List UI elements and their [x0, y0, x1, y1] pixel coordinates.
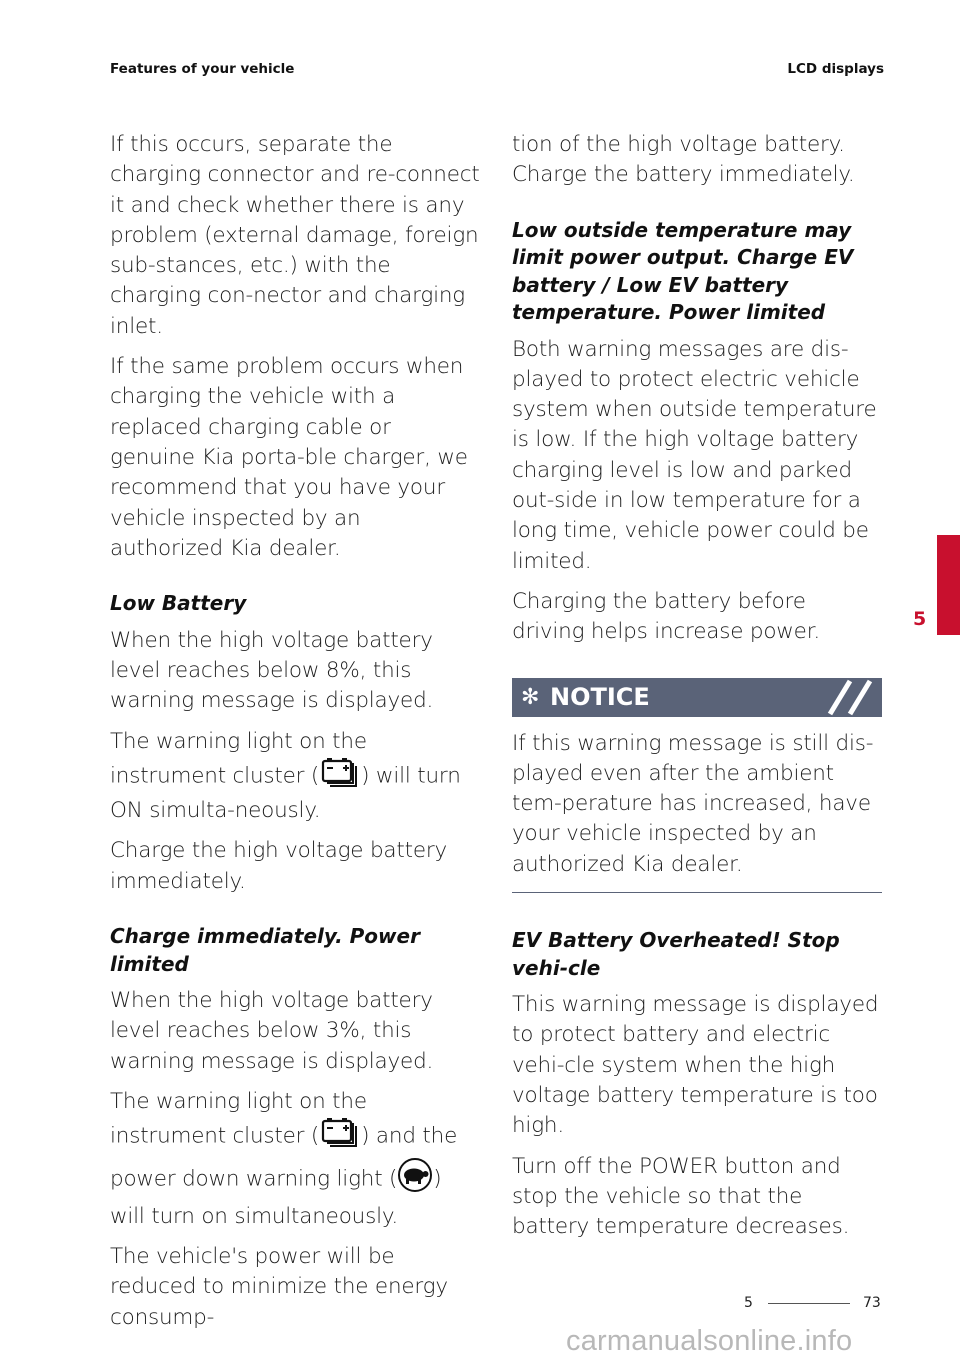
notice-label: NOTICE — [550, 682, 650, 711]
paragraph-separate-connector: If this occurs, separate the charging connector and re-connect it and check whether there is any problem (external damage, foreign sub-stances, etc.) with the charging con-nector and charging inlet. — [110, 132, 480, 339]
notice-asterisk-icon: ✻ — [521, 684, 540, 710]
left-column — [110, 130, 480, 1343]
heading-low-temperature: Low outside temperature may limit power output. Charge EV battery / Low EV battery temperature. Power limited — [512, 217, 854, 325]
paragraph-low-battery-light — [110, 727, 480, 827]
paragraph-continued: tion of the high voltage battery. Charge the battery immediately. — [512, 132, 855, 188]
paragraph-turn-off-power: Turn off the POWER button and stop the vehicle so that the battery temperature decreases. — [512, 1153, 850, 1240]
battery-warning-icon — [319, 1117, 361, 1156]
paragraph-power-reduced: The vehicle's power will be reduced to minimize the energy consump- — [110, 1244, 448, 1330]
watermark: carmanualsonline.info — [566, 1325, 853, 1357]
notice-text: If this warning message is still dis-played even after the ambient tem-perature has increased, have your vehicle inspected by an authorized Kia dealer. — [512, 730, 874, 877]
footer-divider — [768, 1303, 850, 1304]
text-segment: ) will turn ON simulta-neously. — [110, 763, 461, 824]
heading-charge-power-limited: Charge immediately. Power limited — [110, 924, 420, 976]
chapter-tab — [937, 535, 960, 635]
running-header-section: LCD displays — [787, 61, 884, 77]
power-down-turtle-icon — [397, 1157, 433, 1202]
paragraph-same-problem: If the same problem occurs when charging the vehicle with a replaced charging cable or genuine Kia porta-ble charger, we recommend that you have your vehicle inspected by an authorized Kia dealer. — [110, 354, 468, 561]
paragraph-overheated: This warning message is displayed to protect battery and electric vehi-cle system when the high voltage battery temperature is too high. — [512, 992, 879, 1139]
heading-battery-overheated: EV Battery Overheated! Stop vehi-cle — [512, 928, 840, 980]
text-segment: The warning light on the instrument cluster ( — [110, 728, 367, 789]
footer-page-number: 73 — [863, 1295, 881, 1311]
text-segment: The warning light on the instrument cluster ( — [110, 1088, 367, 1149]
notice-slashes-icon — [826, 678, 882, 717]
heading-low-battery: Low Battery — [110, 591, 247, 616]
paragraph-power-down-light — [110, 1087, 480, 1232]
paragraph-below-3-percent: When the high voltage battery level reaches below 3%, this warning message is displayed. — [110, 988, 434, 1074]
text-segment: ) will turn on simultaneously. — [110, 1166, 442, 1229]
chapter-tab-number: 5 — [913, 608, 927, 630]
running-header-chapter: Features of your vehicle — [110, 61, 295, 77]
paragraph-low-battery-level: When the high voltage battery level reaches below 8%, this warning message is displayed. — [110, 627, 434, 714]
paragraph-low-temperature: Both warning messages are dis-played to protect electric vehicle system when outside temperature is low. If the high voltage battery charging level is low and parked out-side in low temperature for a long time, vehicle power could be limited. — [512, 336, 877, 574]
text-segment: ) and the power down warning light ( — [110, 1123, 458, 1192]
right-column — [512, 130, 882, 1252]
footer-section-number: 5 — [744, 1295, 753, 1311]
battery-warning-icon — [319, 757, 361, 796]
paragraph-charge-before-driving: Charging the battery before driving helps increase power. — [512, 588, 820, 645]
notice-divider — [512, 892, 882, 893]
paragraph-charge-immediately: Charge the high voltage battery immediately. — [110, 838, 448, 894]
notice-banner — [512, 678, 882, 717]
